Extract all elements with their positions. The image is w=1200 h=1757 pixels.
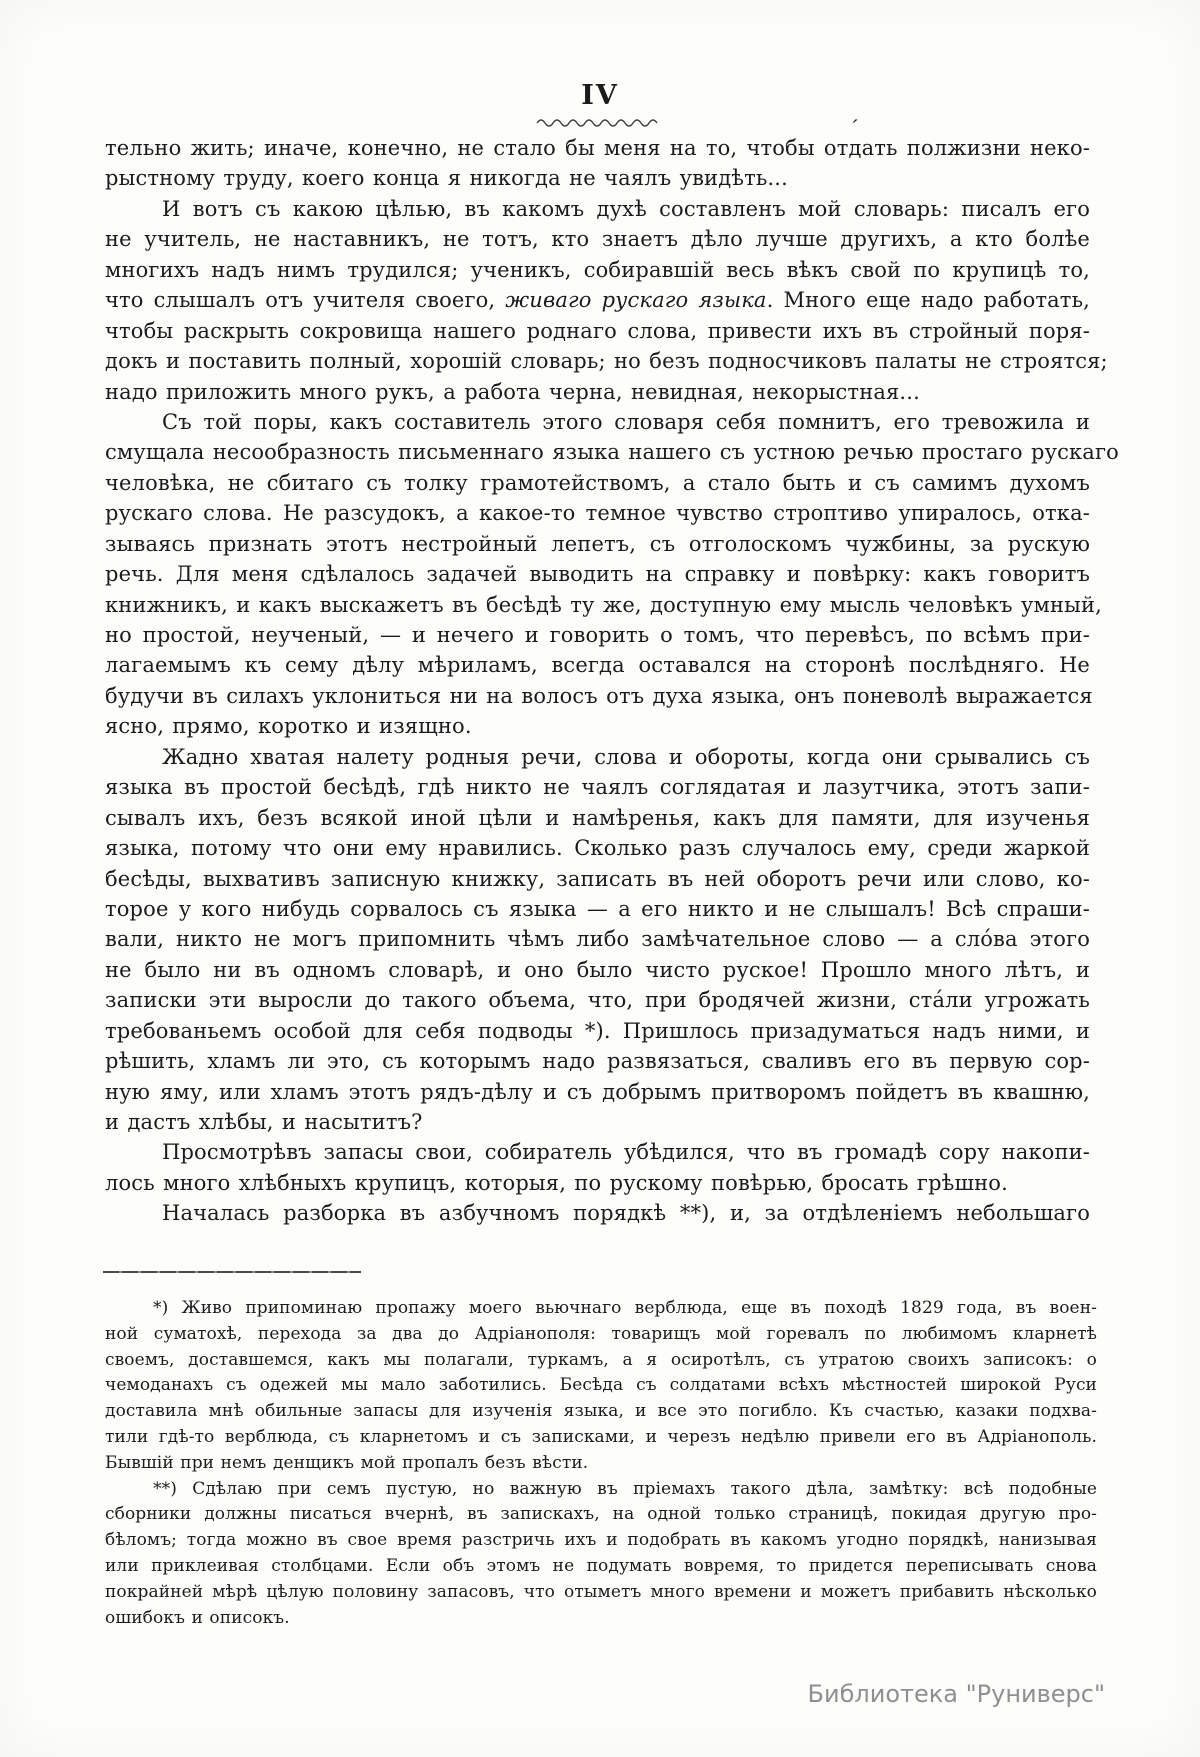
text-line: ной суматохѣ, перехода за два до Адріанополя: товарищъ мой горевалъ по любимомъ кларнетѣ: [105, 1323, 1097, 1344]
body-text: [105, 133, 1119, 1229]
text-line: требованьемъ особой для себя подводы *). Пришлось призадуматься надъ ними, и: [105, 1018, 1090, 1043]
text-line: сывалъ ихъ, безъ всякой иной цѣли и намѣренья, какъ для памяти, для изученья: [105, 805, 1090, 830]
body-paragraph: [105, 742, 1090, 1138]
text-line: рускаго слова. Не разсудокъ, а какое-то темное чувство строптиво упиралось, отка-: [105, 501, 1090, 526]
text-line: Просмотрѣвъ запасы свои, собиратель убѣдился, что въ громадѣ сору накопи-: [162, 1140, 1090, 1165]
text-line: торое у кого нибудь сорвалось съ языка — а его никто и не слышалъ! Всѣ спраши-: [105, 896, 1090, 921]
footnote-divider: [103, 1271, 361, 1273]
italic-phrase: живаго рускаго языка: [505, 288, 767, 313]
text-line: Началась разборка въ азбучномъ порядкѣ **), и, за отдѣленіемъ небольшаго: [162, 1201, 1090, 1226]
body-paragraph: [105, 407, 1119, 742]
text-line: бесѣды, выхвативъ записную книжку, записать въ ней оборотъ речи или слово, ко-: [105, 866, 1090, 891]
text-line: языка, потому что они ему нравились. Сколько разъ случалось ему, среди жаркой: [105, 836, 1090, 861]
body-paragraph: [105, 133, 1090, 194]
text-line: *) Живо припоминаю пропажу моего вьючнаго верблюда, еще въ походѣ 1829 года, въ воен-: [153, 1298, 1097, 1318]
text-line: вали, никто не могъ припомнить чѣмъ либо замѣчательное слово — а сло́ва этого: [105, 927, 1090, 952]
text-line: многихъ надъ нимъ трудился; ученикъ, собиравшій весь вѣкъ свой по крупицѣ то,: [105, 257, 1090, 282]
text-line: **) Сдѣлаю при семъ пустую, но важную въ пріемахъ такого дѣла, замѣтку: всѣ подобные: [153, 1478, 1097, 1499]
text-line: Жадно хватая налету родныя речи, слова и обороты, когда они срывались съ: [162, 744, 1090, 769]
text-line: человѣка, не сбитаго съ толку грамотействомъ, а стало быть и съ самимъ духомъ: [105, 470, 1090, 495]
text-line: языка въ простой бесѣдѣ, гдѣ никто не чаялъ соглядатая и лазутчика, этотъ запи-: [105, 775, 1090, 800]
text-line: что слышалъ отъ учителя своего, живаго рускаго языка. Много еще надо работать,: [105, 288, 1090, 313]
footnotes: [105, 1296, 1097, 1631]
text-line: покрайней мѣрѣ цѣлую половину запасовъ, что отыметъ много времени и можетъ прибавить нѣсколько: [105, 1581, 1097, 1602]
squiggle-rule: [535, 116, 665, 128]
text-line: или приклеивая столбцами. Если объ этомъ не подумать вовремя, то придется переписывать снова: [105, 1555, 1097, 1576]
text-line: книжникъ, и какъ выскажетъ въ бесѣдѣ ту же, доступную ему мысль человѣкъ умный,: [105, 592, 1102, 617]
text-line: Бывшій при немъ денщикъ мой пропалъ безъ вѣсти.: [105, 1452, 589, 1473]
ink-speck: ´: [846, 115, 860, 141]
text-line: будучи въ силахъ уклониться ни на волосъ отъ духа языка, онъ поневолѣ выражается: [105, 683, 1093, 708]
text-line: смущала несообразность письменнаго языка нашего съ устною речью простаго рускаго: [105, 440, 1119, 465]
text-line: ошибокъ и описокъ.: [105, 1607, 290, 1628]
text-line: чемоданахъ съ одежей мы мало заботились. Бесѣда съ солдатами всѣхъ мѣстностей широкой Руси: [105, 1375, 1097, 1396]
text-line: записки эти выросли до такого объема, что, при бродячей жизни, ста́ли угрожать: [105, 988, 1090, 1013]
text-line: не было ни въ одномъ словарѣ, и оно было чисто руское! Прошло много лѣтъ, и: [105, 957, 1090, 982]
body-paragraph: [105, 1137, 1090, 1198]
page-number: IV: [581, 80, 619, 111]
text-line: Съ той поры, какъ составитель этого словаря себя помнитъ, его тревожила и: [162, 409, 1090, 434]
text-line: но простой, неученый, — и нечего и говорить о томъ, что перевѣсъ, по всѣмъ при-: [105, 623, 1090, 647]
text-line: зываясь признать этотъ нестройный лепетъ, съ отголоскомъ чужбины, за рускую: [105, 531, 1090, 556]
body-paragraph: [105, 1198, 1090, 1228]
text-line: доставила мнѣ обильные запасы для изученія языка, и все это погибло. Къ счастью, казаки подхва-: [105, 1401, 1097, 1422]
footnote: [105, 1296, 1097, 1477]
text-line: лагаемымъ къ сему дѣлу мѣриламъ, всегда оставался на сторонѣ послѣдняго. Не: [105, 653, 1090, 678]
text-line: чтобы раскрыть сокровища нашего роднаго слова, привести ихъ въ стройный поря-: [105, 318, 1090, 343]
footnote: [105, 1477, 1097, 1632]
text-line: не учитель, не наставникъ, не тотъ, кто знаетъ дѣло лучше другихъ, а кто болѣе: [105, 227, 1090, 252]
text-line: надо приложить много рукъ, а работа черна, невидная, некорыстная...: [105, 379, 920, 404]
text-line: лось много хлѣбныхъ крупицъ, которыя, по рускому повѣрью, бросать грѣшно.: [105, 1170, 1008, 1195]
text-line: И вотъ съ какою цѣлью, въ какомъ духѣ составленъ мой словарь: писалъ его: [162, 196, 1090, 221]
text-line: сборники должны писаться вчернѣ, въ запискахъ, на одной только страницѣ, покидая другую про-: [105, 1504, 1097, 1525]
text-line: тельно жить; иначе, конечно, не стало бы меня на то, чтобы отдать полжизни неко-: [105, 136, 1090, 160]
text-line: тили гдѣ-то верблюда, съ кларнетомъ и съ записками, и черезъ недѣлю привели его въ Адріанополь.: [105, 1426, 1097, 1447]
text-line: своемъ, доставшемся, какъ мы полагали, туркамъ, а я осиротѣлъ, съ утратою своихъ записокъ: о: [105, 1349, 1097, 1370]
body-paragraph: [105, 194, 1108, 407]
watermark: Библиотека "Руниверс": [807, 1680, 1105, 1708]
text-line: докъ и поставить полный, хорошій словарь; но безъ подносчиковъ палаты не строятся;: [105, 349, 1108, 374]
text-line: бѣломъ; тогда можно въ свое время разстричь ихъ и подобрать въ какомъ угодно порядкѣ, нанизывая: [105, 1530, 1097, 1551]
text-line: и дастъ хлѣбы, и насытитъ?: [105, 1110, 423, 1134]
text-line: ясно, прямо, коротко и изящно.: [105, 714, 472, 739]
text-line: рѣшить, хламъ ли это, съ которымъ надо развязаться, сваливъ его въ первую сор-: [105, 1049, 1090, 1074]
text-line: рыстному труду, коего конца я никогда не чаялъ увидѣть...: [105, 166, 788, 191]
text-line: ную яму, или хламъ этотъ рядъ-дѣлу и съ добрымъ притворомъ пойдетъ въ квашню,: [105, 1079, 1090, 1104]
text-line: речь. Для меня сдѣлалось задачей выводить на справку и повѣрку: какъ говоритъ: [105, 562, 1090, 587]
